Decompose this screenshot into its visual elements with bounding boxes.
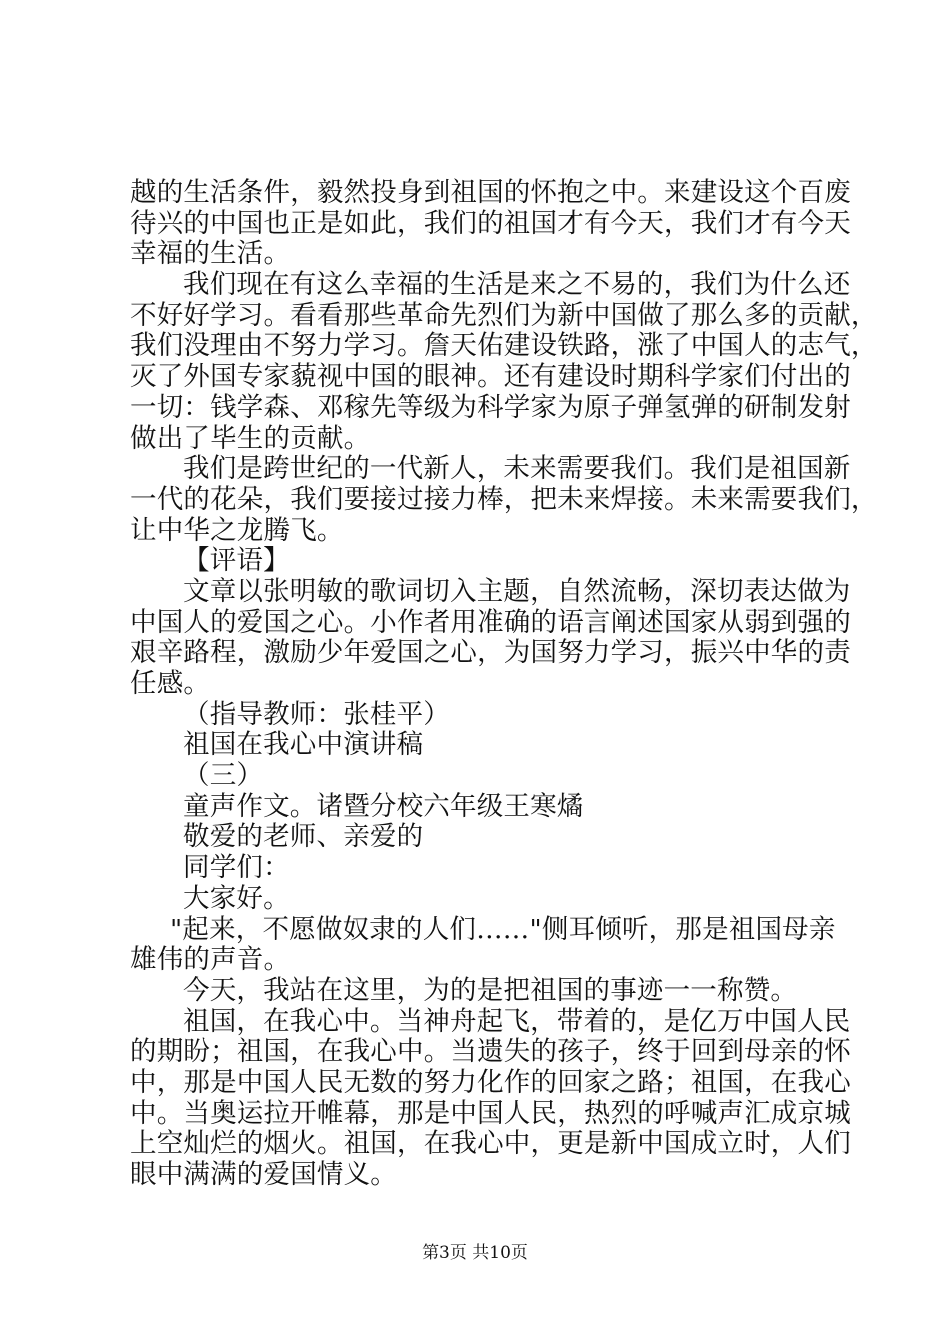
page-footer: 第3页 共10页 bbox=[422, 1243, 528, 1263]
text-line: （指导教师：张桂平） bbox=[183, 698, 450, 730]
paragraph bbox=[130, 700, 830, 731]
text-line: 我们没理由不努力学习。詹天佑建设铁路，涨了中国人的志气， bbox=[130, 330, 878, 362]
paragraph bbox=[130, 884, 830, 915]
text-line: 一代的花朵，我们要接过接力棒，把未来焊接。未来需要我们， bbox=[130, 483, 878, 515]
text-line: 【评语】 bbox=[183, 545, 290, 577]
text-line: 中，那是中国人民无数的努力化作的回家之路；祖国，在我心 bbox=[130, 1066, 851, 1098]
text-line: 做出了毕生的贡献。 bbox=[130, 422, 371, 454]
text-line: 幸福的生活。 bbox=[130, 238, 291, 270]
document-body bbox=[130, 177, 878, 1191]
paragraph bbox=[130, 913, 836, 976]
paragraph bbox=[130, 546, 830, 577]
text-line: 文章以张明敏的歌词切入主题，自然流畅，深切表达做为 bbox=[183, 575, 851, 607]
paragraph bbox=[130, 575, 851, 700]
text-line: "起来，不愿做奴隶的人们……"侧耳倾听，那是祖国母亲 bbox=[170, 913, 836, 945]
text-line: 祖国，在我心中。当神舟起飞，带着的，是亿万中国人民 bbox=[183, 1005, 851, 1037]
text-line: 一切：钱学森、邓稼先等级为科学家为原子弹氢弹的研制发射 bbox=[130, 391, 851, 423]
text-line: 灭了外国专家藐视中国的眼神。还有建设时期科学家们付出的 bbox=[130, 361, 851, 393]
text-line: 的期盼；祖国，在我心中。当遗失的孩子，终于回到母亲的怀 bbox=[130, 1036, 851, 1068]
text-line: 我们是跨世纪的一代新人，未来需要我们。我们是祖国新 bbox=[183, 453, 851, 485]
text-line: 眼中满满的爱国情义。 bbox=[130, 1159, 397, 1190]
text-line: 同学们： bbox=[183, 852, 290, 884]
paragraph bbox=[130, 453, 878, 546]
text-line: 中国人的爱国之心。小作者用准确的语言阐述国家从弱到强的 bbox=[130, 606, 851, 638]
paragraph bbox=[130, 269, 878, 454]
text-line: 今天，我站在这里，为的是把祖国的事迹一一称赞。 bbox=[183, 974, 798, 1006]
text-line: 童声作文。诸暨分校六年级王寒燏 bbox=[183, 790, 584, 822]
paragraph bbox=[130, 1005, 851, 1191]
paragraph bbox=[130, 976, 830, 1007]
text-line: 雄伟的声音。 bbox=[130, 944, 291, 976]
text-line: 让中华之龙腾飞。 bbox=[130, 514, 344, 546]
text-line: （三） bbox=[183, 760, 264, 792]
text-line: 艰辛路程，激励少年爱国之心，为国努力学习，振兴中华的责 bbox=[130, 637, 851, 669]
text-line: 敬爱的老师、亲爱的 bbox=[183, 821, 424, 853]
text-line: 待兴的中国也正是如此，我们的祖国才有今天，我们才有今天 bbox=[130, 207, 851, 239]
text-line: 任感。 bbox=[130, 668, 211, 699]
paragraph bbox=[130, 730, 830, 761]
paragraph bbox=[130, 761, 830, 792]
paragraph bbox=[130, 853, 830, 884]
paragraph bbox=[130, 177, 851, 270]
text-line: 中。当奥运拉开帷幕，那是中国人民，热烈的呼喊声汇成京城 bbox=[130, 1097, 851, 1129]
paragraph bbox=[130, 792, 830, 823]
text-line: 大家好。 bbox=[183, 882, 290, 914]
text-line: 我们现在有这么幸福的生活是来之不易的，我们为什么还 bbox=[183, 269, 851, 301]
text-line: 上空灿烂的烟火。祖国，在我心中，更是新中国成立时，人们 bbox=[130, 1128, 851, 1160]
text-line: 祖国在我心中演讲稿 bbox=[183, 729, 424, 761]
text-line: 越的生活条件，毅然投身到祖国的怀抱之中。来建设这个百废 bbox=[130, 177, 851, 208]
paragraph bbox=[130, 822, 830, 853]
text-line: 不好好学习。看看那些革命先烈们为新中国做了那么多的贡献， bbox=[130, 299, 878, 331]
